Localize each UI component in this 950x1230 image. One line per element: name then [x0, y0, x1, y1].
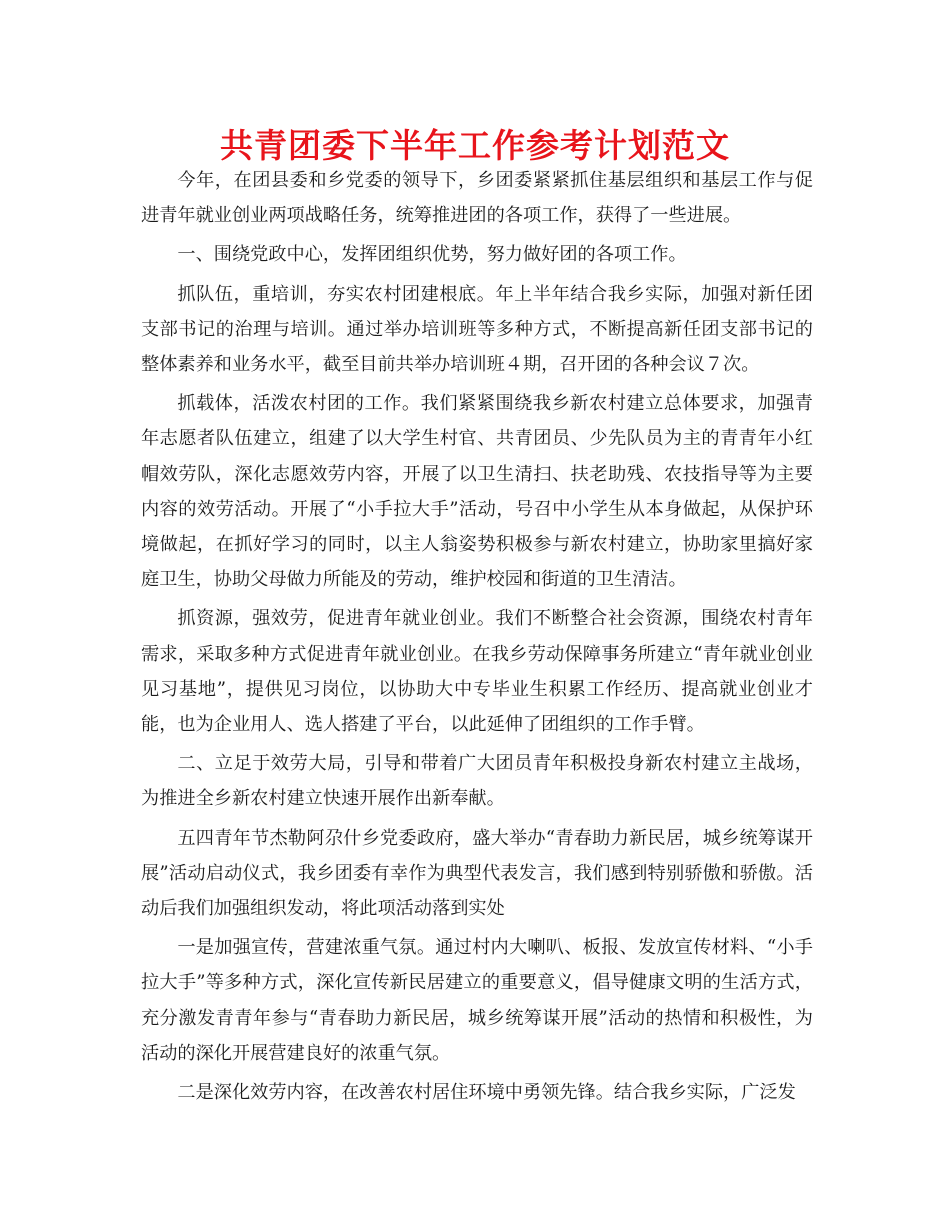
paragraph: 二、立足于效劳大局，引导和带着广大团员青年积极投身新农村建立主战场，为推进全乡新农村建立快速开展作出新奉献。: [141, 753, 813, 810]
paragraph: 一、围绕党政中心，发挥团组织优势，努力做好团的各项工作。: [177, 244, 687, 266]
paragraph: 今年，在团县委和乡党委的领导下，乡团委紧紧抓住基层组织和基层工作与促进青年就业创业两项战略任务，统筹推进团的各项工作，获得了一些进展。: [141, 170, 813, 227]
paragraph: 二是深化效劳内容，在改善农村居住环境中勇领先锋。结合我乡实际，广泛发: [177, 1082, 796, 1104]
document-body: [141, 163, 813, 1114]
paragraph: 一是加强宣传，营建浓重气氛。通过村内大喇叭、板报、发放宣传材料、“小手拉大手”等多种方式，深化宣传新民居建立的重要意义，倡导健康文明的生活方式，充分激发青青年参与“青春助力新民居，城乡统筹谋开展”活动的热情和积极性，为活动的深化开展营建良好的浓重气氛。: [141, 937, 813, 1064]
paragraph: 抓载体，活泼农村团的工作。我们紧紧围绕我乡新农村建立总体要求，加强青年志愿者队伍建立，组建了以大学生村官、共青团员、少先队员为主的青青年小红帽效劳队，深化志愿效劳内容，开展了以卫生清扫、扶老助残、农技指导等为主要内容的效劳活动。开展了“小手拉大手”活动，号召中小学生从本身做起，从保护环境做起，在抓好学习的同时，以主人翁姿势积极参与新农村建立，协助家里搞好家庭卫生，协助父母做力所能及的劳动，维护校园和街道的卫生清洁。: [141, 393, 813, 591]
paragraph: 抓资源，强效劳，促进青年就业创业。我们不断整合社会资源，围绕农村青年需求，采取多种方式促进青年就业创业。在我乡劳动保障事务所建立“青年就业创业见习基地”，提供见习岗位，以协助大中专毕业生积累工作经历、提高就业创业才能，也为企业用人、选人搭建了平台，以此延伸了团组织的工作手臂。: [141, 608, 813, 736]
paragraph: 五四青年节杰勒阿尕什乡党委政府，盛大举办“青春助力新民居，城乡统筹谋开展”活动启动仪式，我乡团委有幸作为典型代表发言，我们感到特别骄傲和骄傲。活动后我们加强组织发动，将此项活动落到实处: [141, 827, 813, 920]
document-title: 共青团委下半年工作参考计划范文: [220, 126, 730, 165]
paragraph: 抓队伍，重培训，夯实农村团建根底。年上半年结合我乡实际，加强对新任团支部书记的治理与培训。通过举办培训班等多种方式，不断提高新任团支部书记的整体素养和业务水平，截至目前共举办培训班４期，召开团的各种会议７次。: [141, 283, 813, 376]
